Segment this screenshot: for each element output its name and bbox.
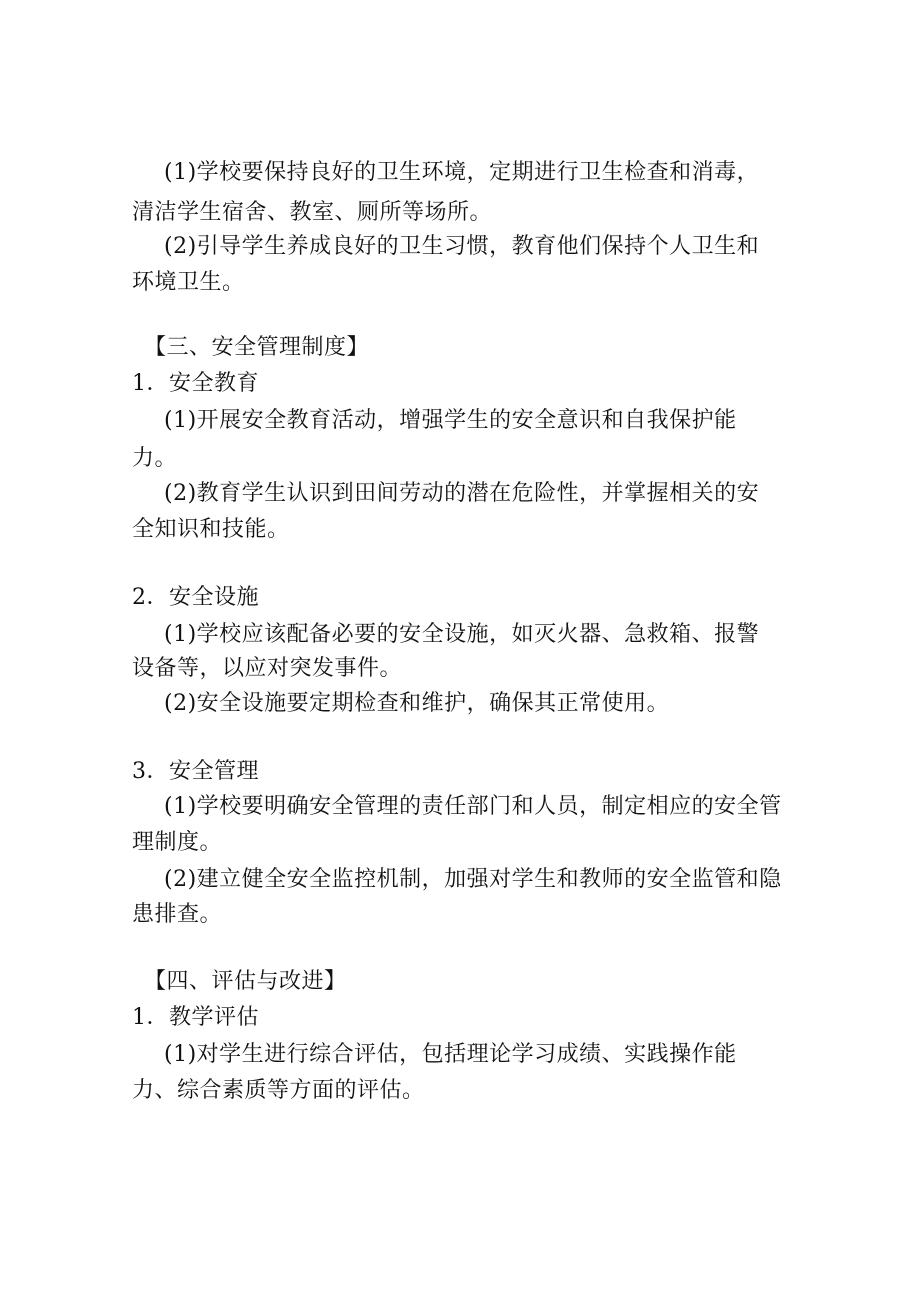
document-page xyxy=(132,0,812,1301)
paragraph-text: (1)学校要明确安全管理的责任部门和人员，制定相应的安全管 xyxy=(164,794,782,819)
paragraph-text: (2)安全设施要定期检查和维护，确保其正常使用。 xyxy=(164,691,670,716)
paragraph-text: 力、综合素质等方面的评估。 xyxy=(132,1078,425,1103)
section-heading: 【三、安全管理制度】 xyxy=(144,335,370,360)
paragraph-text: (2)引导学生养成良好的卫生习惯，教育他们保持个人卫生和 xyxy=(164,234,760,259)
paragraph-text: (1)学校要保持良好的卫生环境，定期进行卫生检查和消毒， xyxy=(164,160,760,185)
subsection-heading: 1．教学评估 xyxy=(132,1005,259,1030)
paragraph-text: 理制度。 xyxy=(132,830,223,855)
paragraph-text: (1)学校应该配备必要的安全设施，如灭火器、急救箱、报警 xyxy=(164,622,760,647)
paragraph-text: (1)开展安全教育活动，增强学生的安全意识和自我保护能 xyxy=(164,408,737,433)
paragraph-text: 环境卫生。 xyxy=(132,270,245,295)
paragraph-text: 清洁学生宿舍、教室、厕所等场所。 xyxy=(132,200,493,225)
subsection-heading: 1．安全教育 xyxy=(132,371,259,396)
paragraph-text: 设备等，以应对突发事件。 xyxy=(132,656,403,681)
paragraph-text: 全知识和技能。 xyxy=(132,517,290,542)
section-heading: 【四、评估与改进】 xyxy=(144,969,347,994)
paragraph-text: (1)对学生进行综合评估，包括理论学习成绩、实践操作能 xyxy=(164,1042,737,1067)
paragraph-text: (2)建立健全安全监控机制，加强对学生和教师的安全监管和隐 xyxy=(164,867,782,892)
subsection-heading: 3．安全管理 xyxy=(132,759,259,784)
paragraph-text: 患排查。 xyxy=(132,902,223,927)
subsection-heading: 2．安全设施 xyxy=(132,585,259,610)
paragraph-text: 力。 xyxy=(132,446,178,471)
paragraph-text: (2)教育学生认识到田间劳动的潜在危险性，并掌握相关的安 xyxy=(164,481,760,506)
